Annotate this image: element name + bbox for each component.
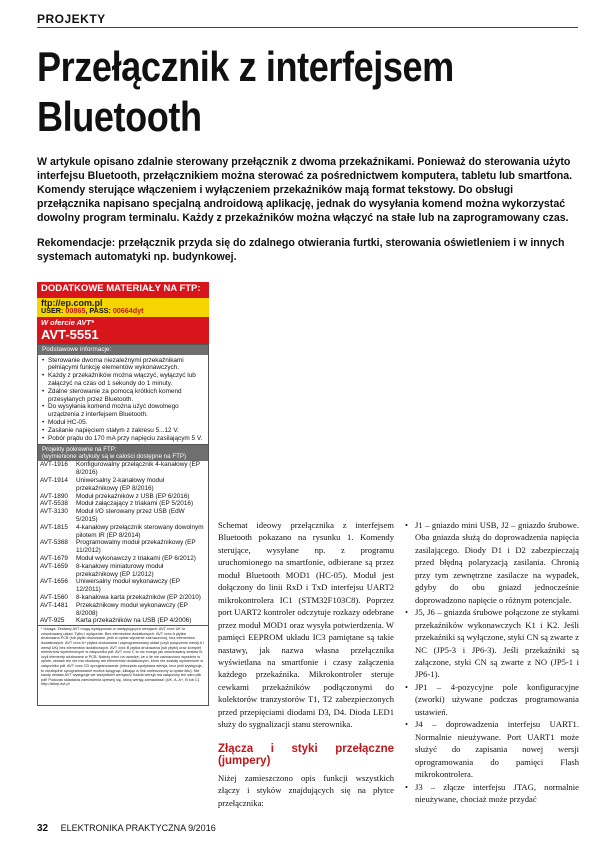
- related-row: [38, 493, 208, 501]
- related-code: AVT-5368: [40, 539, 68, 547]
- section-heading: Złącza i styki przełączne (jumpery): [218, 742, 394, 767]
- article-lead: W artykule opisano zdalnie sterowany przełącznik z dwoma przekaźnikami. Ponieważ do sterowania użyto interfejsu Bluetooth, przełącznikiem można sterować za pośrednictwem komputera, tabletu lub smartfona. Komendy sterujące włączeniem i wyłączeniem przekaźników mają format tekstowy. Do obsługi przełącznika napisano specjalną androidową aplikację, jednak do wysyłania komend można wykorzystać dowolny program terminalu. Każdy z przekaźników można włączyć na stałe lub na zaprogramowany czas.: [37, 156, 573, 224]
- related-code: AVT-1481: [40, 601, 68, 609]
- related-desc: Moduł I/O sterowany przez USB (EdW 5/2015): [76, 508, 185, 524]
- related-code: AVT-3130: [40, 508, 68, 516]
- related-row: [38, 578, 208, 594]
- related-desc: 8-kanałowa karta przekaźników (EP 2/2010): [76, 594, 201, 601]
- pass-value: 00664dyt: [112, 306, 144, 316]
- related-header: [38, 445, 208, 461]
- body-paragraph: Niżej zamieszczono opis funkcji wszystkich złączy i styków znajdujących się na płytce przełącznika:: [218, 772, 394, 808]
- related-code: AVT-1916: [40, 461, 68, 469]
- avt-version-notes: * Uwaga: Zestawy AVT mogą występować w następujących wersjach: AVT xxxx UK to zmontowany układ. Tylko i wyłącznie. Bez elementów dodatkowych. AVT xxxx A płytka drukowana PCB (lub płytki drukowane, jeśli w opisie wyraźnie zaznaczono), bez elementów dodatkowych. AVT xxxx A+ płytka drukowana i zaprogramowany układ (czyli połączenie wersji A i wersji UK) bez elementów dodatkowych. AVT xxxx B płytka drukowana (lub płytki) oraz komplet elementów wymienionych w załączniku pdf. AVT xxxx C to nic innego jak zmontowany zestaw B, czyli elementy wlutowane w PCB. Należy mieć na uwadze, że o ile nie zaznaczono wyraźnie w opisie, zestaw ten nie ma obudowy ani elementów dodatkowych, które nie zostały wymienione w załączniku pdf. AVT xxxx CD oprogramowanie (nieczęsto spotykana wersja, lecz jeśli występuje, to niezbędne oprogramowanie można ściągnąć, klikając w link umieszczony w opisie kitu). Nie każdy zestaw AVT występuje we wszystkich wersjach! Każda wersja ma załączony ten sam plik pdf! Podczas składania zamówienia upewnij się, którą wersję zamawiasz! (UK, A, A+, B lub C). http://sklep.avt.pl: [37, 626, 209, 706]
- related-desc: 4-kanałowy przełącznik sterowany dowolnym pilotem IR (EP 8/2014): [76, 523, 204, 539]
- related-code: AVT-1890: [40, 492, 68, 500]
- recommendation: Rekomendacje: przełącznik przyda się do zdalnego otwierania furtki, sterowania oświetleniem i w innych systemach automatyki np. budynkowej.: [37, 237, 565, 263]
- related-code: AVT-1815: [40, 523, 68, 531]
- connector-item: • JP1 – 4-pozycyjne pole konfiguracyjne (zworki) używane podczas programowania ustawień.: [403, 681, 579, 718]
- related-row: [38, 563, 208, 579]
- related-desc: Programowalny moduł przekaźnikowy (EP 11/2012): [76, 539, 196, 555]
- user-label: USER:: [41, 306, 64, 316]
- related-row: [38, 617, 208, 625]
- related-desc: Karta przekaźników na USB (EP 4/2006): [76, 617, 192, 625]
- basic-info: [37, 344, 209, 446]
- related-desc: Moduł załączający z triakami (EP 5/2016): [76, 500, 194, 508]
- related-row: [38, 524, 208, 540]
- related-title: Projekty pokrewne na FTP:: [42, 446, 117, 454]
- magazine-issue: ELEKTRONIKA PRAKTYCZNA 9/2016: [60, 823, 216, 833]
- page-number: 32: [37, 823, 49, 834]
- article-column-3: [403, 519, 579, 805]
- materials-box: [37, 282, 209, 298]
- offer-label: W ofercie AVT*: [41, 318, 94, 328]
- pass-label: PASS:: [89, 306, 111, 316]
- sidebar-infobox: [37, 282, 209, 706]
- related-desc: Moduł przekaźników z USB (EP 6/2016): [76, 492, 190, 500]
- ftp-credentials: USER: 00865, PASS: 00664dyt: [41, 306, 144, 316]
- offer-code: AVT-5551: [41, 326, 99, 342]
- related-row: [38, 539, 208, 555]
- connector-item: • J3 – złącze interfejsu JTAG, normalnie nieużywane, chociaż może przydać: [403, 781, 579, 806]
- ftp-box: [37, 298, 209, 318]
- section-divider: [37, 27, 578, 28]
- basic-info-item: • Zasilanie napięciem stałym z zakresu 5...12 V.: [48, 427, 204, 435]
- related-row: [38, 461, 208, 477]
- basic-info-item: • Pobór prądu do 170 mA przy napięciu zasilającym 5 V.: [48, 435, 204, 443]
- basic-info-item: • Każdy z przekaźników można włączyć, wyłączyć lub załączyć na czas od 1 sekundy do 1 minuty.: [48, 372, 204, 388]
- related-subtitle: (wymienione artykuły są w całości dostępne na FTP): [42, 453, 187, 461]
- basic-info-item: • Sterowanie dwoma niezależnymi przekaźnikami pełniącymi funkcję elementów wykonawczych.: [48, 357, 204, 373]
- related-row: [38, 508, 208, 524]
- section-label: PROJEKTY: [37, 12, 106, 26]
- related-code: AVT-1914: [40, 477, 68, 485]
- connector-item: • J5, J6 – gniazda śrubowe połączone ze stykami przekaźników wykonawczych K1 i K2. Jeśli przekaźniki są wyłączone, styki CN są zwarte z NC (JP5-3 i JP6-3). Jeśli przekaźniki są załączone, styki CN są zwarte z NO (JP5-1 i JP6-1).: [403, 606, 579, 681]
- related-code: AVT-925: [40, 617, 65, 625]
- related-row: [38, 500, 208, 508]
- related-desc: Przekaźnikowy moduł wykonawczy (EP 8/2008): [76, 601, 188, 617]
- related-desc: 8-kanałowy miniaturowy moduł przekaźnikowy (EP 1/2012): [76, 562, 164, 578]
- related-row: [38, 477, 208, 493]
- user-value: 00865: [65, 306, 86, 316]
- related-desc: Konfigurowalny przełącznik 4-kanałowy (EP 8/2016): [76, 461, 200, 477]
- related-row: [38, 555, 208, 563]
- body-paragraph: Schemat ideowy przełącznika z interfejsem Bluetooth pokazano na rysunku 1. Komendy sterujące, wysyłane np. z programu uruchomionego na smartfonie, odbierane są przez moduł Bluetooth MOD1 (HC-05). Moduł jest dołączony do linii RxD i TxD interfejsu UART2 mikrokontrolera IC1 (STM32F103C8). Poprzez port UART2 kontroler odczytuje rozkazy odebrane przez moduł MOD1 oraz wysyła potwierdzenia. W pamięci EEPROM układu IC3 pamiętane są takie nastawy, jak nazwa własna przełącznika wyświetlana na smartfonie i czasy załączenia każdego przekaźnika. Mikrokontroler steruje cewkami przekaźników podłączonymi do kolektorów tranzystorów T1, T2 zabezpieczonych przed przepięciami diodami D3, D4. Dioda LED1 służy do sygnalizacji stanu sterownika.: [218, 520, 394, 730]
- page-footer: [37, 823, 216, 834]
- related-code: AVT-1659: [40, 562, 68, 570]
- article-title: Przełącznik z interfejsem Bluetooth: [37, 43, 454, 140]
- related-code: AVT-1560: [40, 594, 68, 601]
- related-desc: Uniwersalny 2-kanałowy moduł przekaźnikowy (EP 8/2016): [76, 477, 165, 492]
- related-row: [38, 594, 208, 602]
- related-code: AVT-5538: [40, 500, 68, 508]
- basic-info-item: • Zdalne sterowanie za pomocą krótkich komend przesyłanych przez Bluetooth.: [48, 388, 204, 404]
- connector-item: • J1 – gniazdo mini USB, J2 – gniazdo śrubowe. Oba gniazda służą do doprowadzenia napięcia zasilającego. Diody D1 i D2 zabezpieczają przed błędną polaryzacją zasilania. Chronią przy tym zewnętrzne zasilacze na wypadek, gdyby do obu gniazd jednocześnie doprowadzono napięcie o różnym potencjale.: [403, 519, 579, 606]
- related-code: AVT-1679: [40, 555, 68, 563]
- related-row: [38, 602, 208, 618]
- connector-item: • J4 – doprowadzenia interfejsu UART1. Normalnie nieużywane. Port UART1 może służyć do zapisania nowej wersji oprogramowania do pamięci Flash mikrokontrolera.: [403, 718, 579, 780]
- materials-header: DODATKOWE MATERIAŁY NA FTP:: [41, 283, 201, 294]
- related-projects: [37, 445, 209, 626]
- related-code: AVT-1656: [40, 578, 68, 586]
- offer-box: [37, 317, 209, 344]
- basic-info-item: • Moduł HC-05.: [48, 419, 204, 427]
- basic-info-header: Podstawowe informacje:: [38, 345, 208, 355]
- basic-info-item: • Do wysyłania komend można użyć dowolnego urządzenia z interfejsem Bluetooth.: [48, 403, 204, 419]
- ftp-link[interactable]: ftp://ep.com.pl: [41, 297, 103, 308]
- basic-info-list: [38, 355, 208, 445]
- article-column-2: [218, 519, 394, 809]
- related-desc: Moduł wykonawczy z triakami (EP 6/2012): [76, 555, 196, 563]
- related-desc: Uniwersalny moduł wykonawczy (EP 12/2011): [76, 578, 180, 594]
